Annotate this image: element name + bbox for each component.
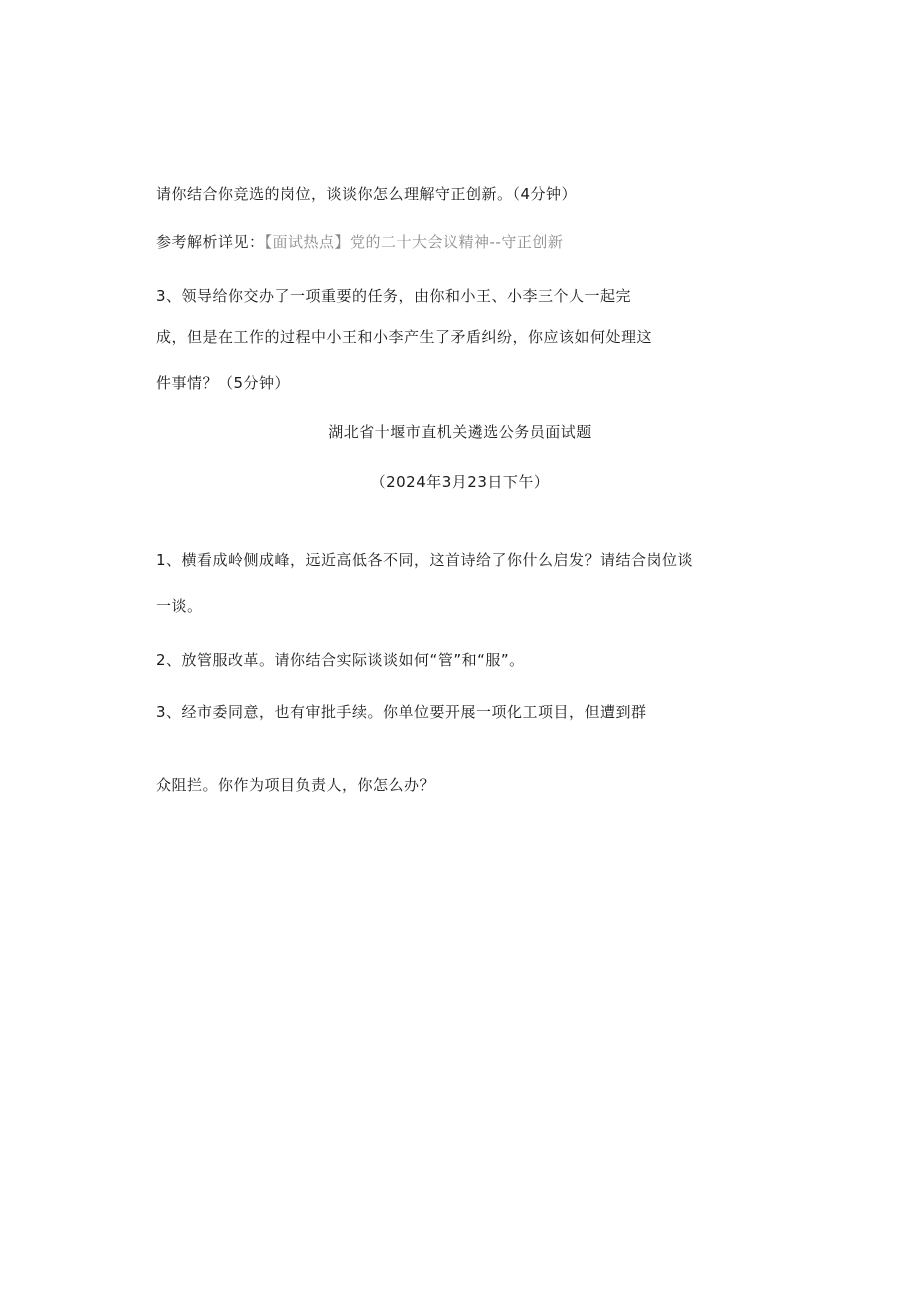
prev-question-2: 请你结合你竞选的岗位，谈谈你怎么理解守正创新。（4分钟） (156, 185, 578, 203)
prev-question-3-line-3: 件事情？（5分钟） (156, 374, 291, 392)
reference-link[interactable]: 【面试热点】党的二十大会议精神--守正创新 (264, 233, 564, 251)
section-title: 湖北省十堰市直机关遴选公务员面试题 (328, 423, 592, 441)
question-1-line-2: 一谈。 (156, 597, 203, 615)
question-3-line-2: 众阻拦。你作为项目负责人，你怎么办？ (156, 776, 436, 794)
prev-question-3-line-1: 3、领导给你交办了一项重要的任务，由你和小王、小李三个人一起完 (156, 287, 632, 305)
reference-line (156, 232, 563, 252)
prev-question-3-line-2: 成，但是在工作的过程中小王和小李产生了矛盾纠纷，你应该如何处理这 (156, 328, 653, 346)
section-date: （2024年3月23日下午） (370, 473, 550, 491)
reference-prefix: 参考解析详见： (156, 233, 265, 251)
question-2: 2、放管服改革。请你结合实际谈谈如何“管”和“服”。 (156, 651, 525, 669)
question-1-line-1: 1、横看成岭侧成峰，远近高低各不同，这首诗给了你什么启发？请结合岗位谈 (156, 551, 694, 569)
question-3-line-1: 3、经市委同意，也有审批手续。你单位要开展一项化工项目，但遭到群 (156, 703, 647, 721)
